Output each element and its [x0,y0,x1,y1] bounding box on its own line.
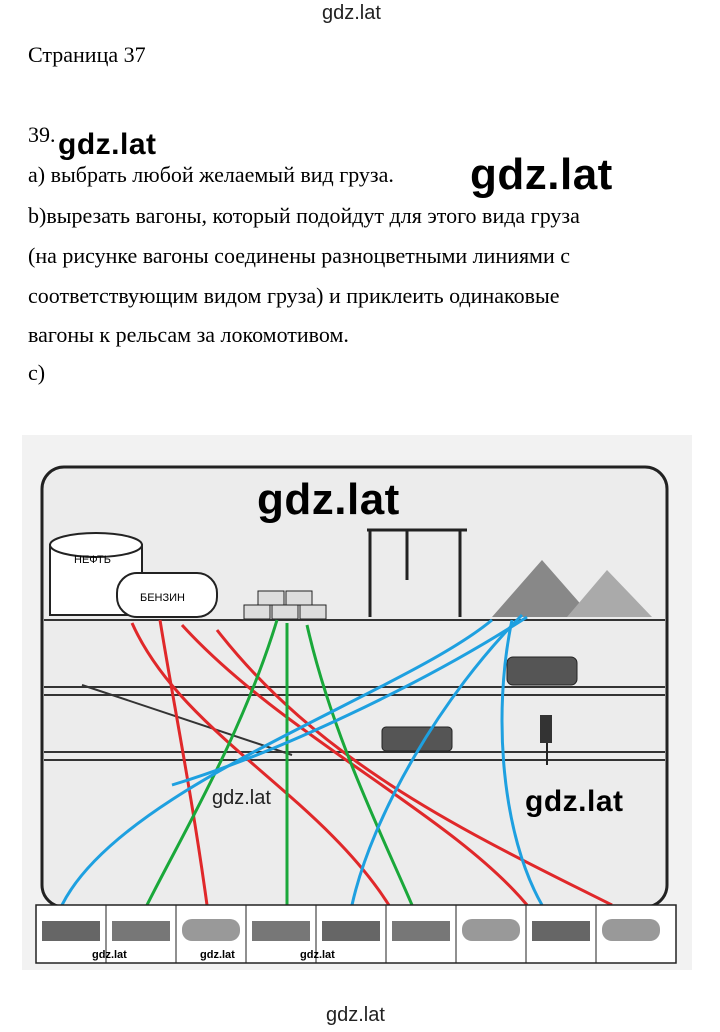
tank-label-oil: НЕФТЬ [74,554,111,566]
page-title: Страница 37 [28,42,146,67]
watermark-after-number: gdz.lat [58,128,157,161]
wagon-row [36,905,676,963]
watermark-figure-mid-left: gdz.lat [212,787,271,809]
text-line-a: а) выбрать любой желаемый вид груза. [28,162,394,187]
watermark-bottom: gdz.lat [326,1004,385,1026]
text-line-b3: соответствующим видом груза) и приклеить одинаковые [28,283,560,308]
text-line-b: b)вырезать вагоны, который подойдут для этого вида груза [28,203,580,228]
tank-label-gasoline: БЕНЗИН [140,592,185,604]
text-line-b2: (на рисунке вагоны соединены разноцветными линиями с [28,243,571,268]
text-line-c: c) [28,360,46,385]
watermark-car-3: gdz.lat [300,949,335,961]
watermark-top: gdz.lat [322,2,381,24]
watermark-car-1: gdz.lat [92,949,127,961]
watermark-right: gdz.lat [470,150,613,199]
task-number: 39. [28,122,56,147]
watermark-car-2: gdz.lat [200,949,235,961]
railway-figure [22,435,692,970]
gasoline-tank [117,573,217,617]
text-line-b4: вагоны к рельсам за локомотивом. [28,322,349,347]
watermark-figure-top: gdz.lat [257,475,400,524]
watermark-figure-mid-right: gdz.lat [525,785,624,818]
